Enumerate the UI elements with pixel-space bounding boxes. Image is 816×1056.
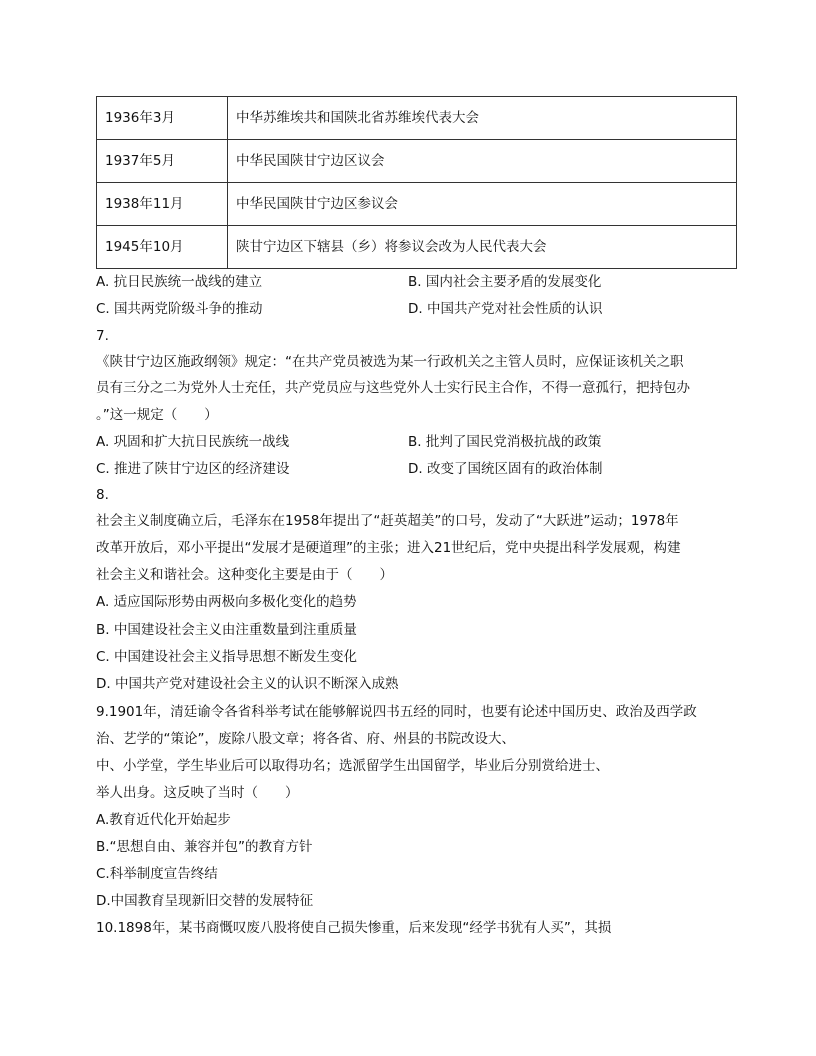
q9-stem-line-1: 9.1901年，清廷谕令各省科举考试在能够解说四书五经的同时，也要有论述中国历史、政治及西学政 [96, 704, 697, 720]
q8-option-d: D. 中国共产党对建设社会主义的认识不断深入成熟 [96, 676, 399, 692]
table-cell-date: 1945年10月 [97, 226, 228, 269]
table-cell-date: 1937年5月 [97, 140, 228, 183]
q9-option-b: B.“思想自由、兼容并包”的教育方针 [96, 839, 313, 855]
q9-stem-line-4: 举人出身。这反映了当时（ ） [96, 785, 299, 801]
table-row [97, 140, 737, 183]
table-cell-date: 1936年3月 [97, 97, 228, 140]
q8-option-b: B. 中国建设社会主义由注重数量到注重质量 [96, 622, 357, 638]
q7-number: 7. [96, 328, 109, 344]
table-cell-event: 中华民国陕甘宁边区参议会 [228, 183, 737, 226]
q6-option-d: D. 中国共产党对社会性质的认识 [408, 301, 603, 317]
history-events-table [96, 96, 737, 269]
table-cell-event: 中华民国陕甘宁边区议会 [228, 140, 737, 183]
q8-stem-line-3: 社会主义和谐社会。这种变化主要是由于（ ） [96, 567, 393, 583]
table-cell-date: 1938年11月 [97, 183, 228, 226]
q9-option-a: A.教育近代化开始起步 [96, 812, 231, 828]
table-cell-event: 中华苏维埃共和国陕北省苏维埃代表大会 [228, 97, 737, 140]
table-row [97, 183, 737, 226]
q7-option-b: B. 批判了国民党消极抗战的政策 [408, 434, 602, 450]
q10-stem-line-1: 10.1898年，某书商慨叹废八股将使自己损失惨重，后来发现“经学书犹有人买”，其损 [96, 920, 612, 936]
table-row [97, 97, 737, 140]
q7-option-a: A. 巩固和扩大抗日民族统一战线 [96, 434, 290, 450]
q6-option-a: A. 抗日民族统一战线的建立 [96, 274, 263, 290]
q9-stem-line-3: 中、小学堂，学生毕业后可以取得功名；选派留学生出国留学，毕业后分别赏给进士、 [96, 758, 609, 774]
q7-stem-line-1: 《陕甘宁边区施政纲领》规定：“在共产党员被选为某一行政机关之主管人员时，应保证该机关之职 [96, 354, 684, 370]
q7-option-c: C. 推进了陕甘宁边区的经济建设 [96, 461, 290, 477]
q8-option-c: C. 中国建设社会主义指导思想不断发生变化 [96, 649, 358, 665]
q8-stem-line-2: 改革开放后，邓小平提出“发展才是硬道理”的主张；进入21世纪后，党中央提出科学发展观，构建 [96, 540, 681, 556]
table-cell-event: 陕甘宁边区下辖县（乡）将参议会改为人民代表大会 [228, 226, 737, 269]
q8-number: 8. [96, 487, 109, 503]
q7-stem-line-2: 员有三分之二为党外人士充任，共产党员应与这些党外人士实行民主合作，不得一意孤行，把持包办 [96, 380, 690, 396]
q7-option-d: D. 改变了国统区固有的政治体制 [408, 461, 603, 477]
q9-stem-line-2: 治、艺学的“策论”，废除八股文章；将各省、府、州县的书院改设大、 [96, 731, 515, 747]
q7-stem-line-3: 。”这一规定（ ） [96, 407, 218, 423]
q9-option-c: C.科举制度宣告终结 [96, 866, 218, 882]
q6-option-b: B. 国内社会主要矛盾的发展变化 [408, 274, 602, 290]
q9-option-d: D.中国教育呈现新旧交替的发展特征 [96, 893, 314, 909]
q8-stem-line-1: 社会主义制度确立后，毛泽东在1958年提出了“赶英超美”的口号，发动了“大跃进”运动；1978年 [96, 513, 679, 529]
q8-option-a: A. 适应国际形势由两极向多极化变化的趋势 [96, 594, 357, 610]
q6-option-c: C. 国共两党阶级斗争的推动 [96, 301, 263, 317]
table-row [97, 226, 737, 269]
